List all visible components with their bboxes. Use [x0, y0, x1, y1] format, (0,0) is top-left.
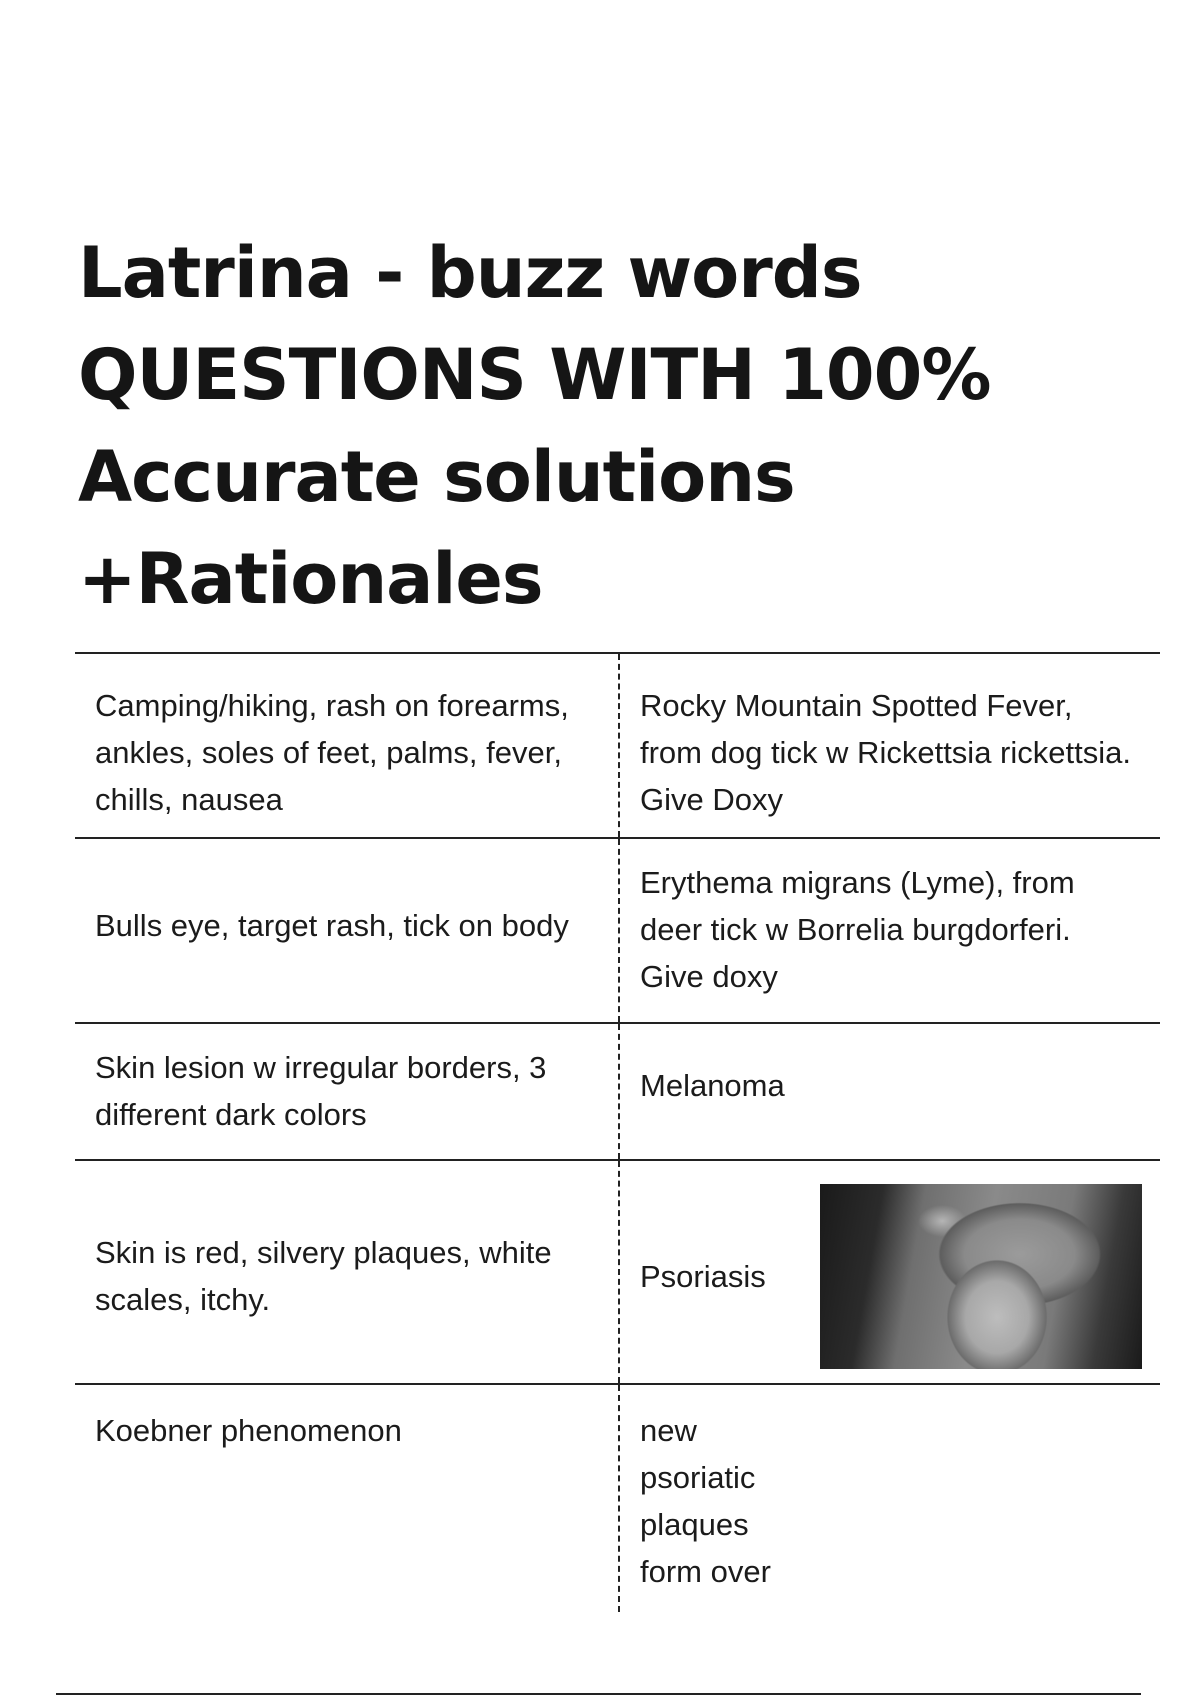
document-title [78, 222, 1138, 630]
flashcard-row [75, 1385, 1160, 1612]
flashcard-row [75, 1024, 1160, 1161]
flashcard-row [75, 839, 1160, 1024]
definition-line: form over [640, 1554, 771, 1589]
card-definition: Psoriasis [640, 1258, 766, 1294]
definition-line: psoriatic [640, 1460, 756, 1495]
title-line: QUESTIONS WITH 100% [78, 334, 991, 416]
card-definition: Melanoma [618, 1024, 1160, 1159]
card-term: Skin is red, silvery plaques, white scales, itchy. [95, 1235, 552, 1317]
card-term: Skin lesion w irregular borders, 3 different dark colors [95, 1050, 547, 1132]
definition-line: plaques [640, 1507, 749, 1542]
card-term: Koebner phenomenon [95, 1413, 402, 1448]
card-definition [618, 1385, 1160, 1612]
footer-rule [56, 1693, 1141, 1695]
psoriasis-skin-photo [820, 1184, 1142, 1369]
flashcard-row [75, 1161, 1160, 1385]
title-line: +Rationales [78, 538, 543, 620]
definition-line: new [640, 1413, 697, 1448]
title-line: Latrina - buzz words [78, 232, 862, 314]
card-definition: Rocky Mountain Spotted Fever, from dog tick w Rickettsia rickettsia. Give Doxy [618, 654, 1160, 837]
card-term: Camping/hiking, rash on forearms, ankles, soles of feet, palms, fever, chills, nausea [95, 688, 569, 817]
card-definition-with-image [618, 1161, 1160, 1383]
flashcard-table [75, 652, 1160, 1612]
title-line: Accurate solutions [78, 436, 795, 518]
card-term: Bulls eye, target rash, tick on body [95, 908, 569, 943]
flashcard-row [75, 654, 1160, 839]
card-definition: Erythema migrans (Lyme), from deer tick w Borrelia burgdorferi. Give doxy [618, 839, 1160, 1022]
